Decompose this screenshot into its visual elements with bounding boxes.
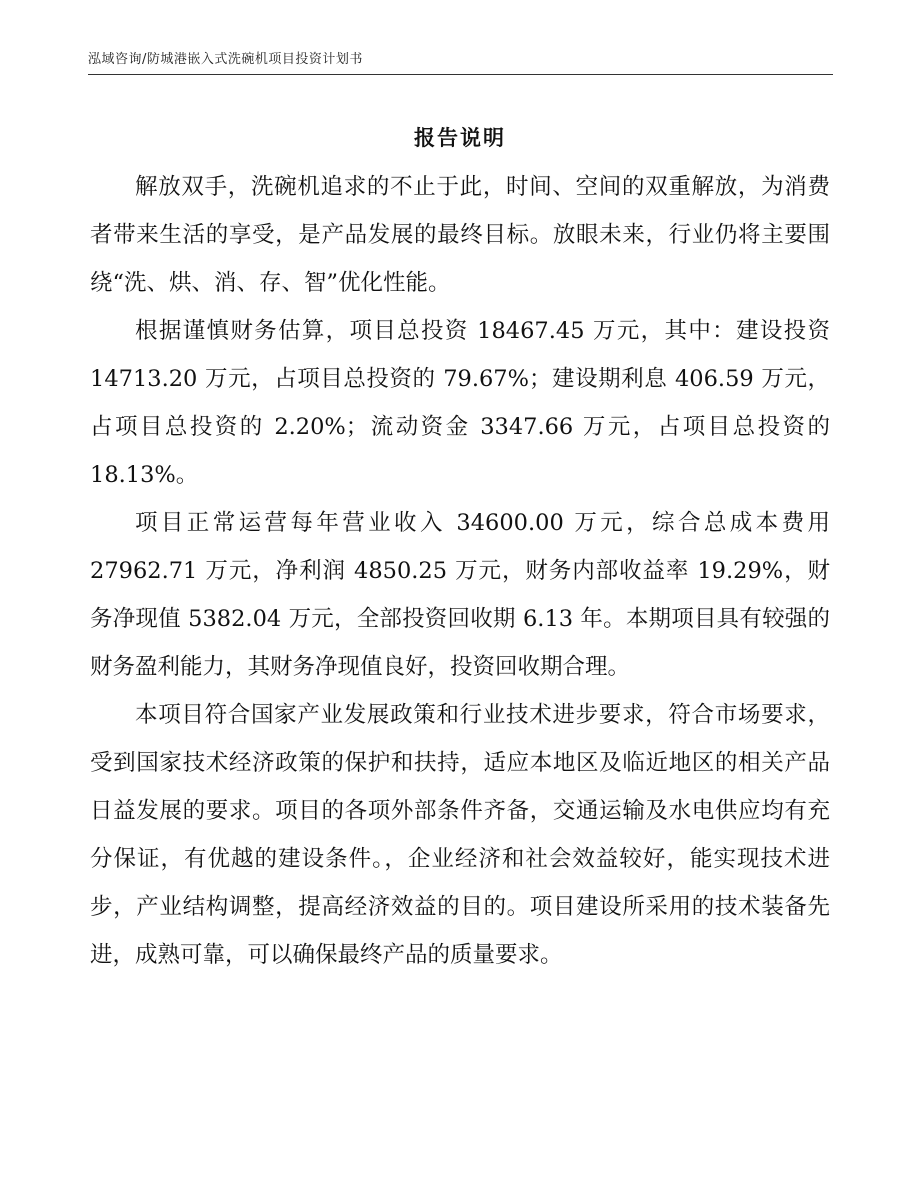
- section-title: 报告说明: [414, 126, 506, 150]
- running-header: 泓域咨询/防城港嵌入式洗碗机项目投资计划书: [88, 52, 363, 67]
- header-divider: [88, 74, 833, 75]
- paragraph: 本项目符合国家产业发展政策和行业技术进步要求，符合市场要求，受到国家技术经济政策的保护和扶持，适应本地区及临近地区的相关产品日益发展的要求。项目的各项外部条件齐备，交通运输及水电供应均有充分保证，有优越的建设条件。，企业经济和社会效益较好，能实现技术进步，产业结构调整，提高经济效益的目的。项目建设所采用的技术装备先进，成熟可靠，可以确保最终产品的质量要求。: [90, 702, 830, 968]
- paragraph: 项目正常运营每年营业收入 34600.00 万元，综合总成本费用 27962.71 万元，净利润 4850.25 万元，财务内部收益率 19.29%，财务净现值 5382.04 万元，全部投资回收期 6.13 年。本期项目具有较强的财务盈利能力，其财务净现值良好，投资回收期合理。: [90, 510, 830, 680]
- paragraph: 根据谨慎财务估算，项目总投资 18467.45 万元，其中：建设投资 14713.20 万元，占项目总投资的 79.67%；建设期利息 406.59 万元，占项目总投资的 2.20%；流动资金 3347.66 万元，占项目总投资的 18.13%。: [90, 318, 830, 488]
- paragraph: 解放双手，洗碗机追求的不止于此，时间、空间的双重解放，为消费者带来生活的享受，是产品发展的最终目标。放眼未来，行业仍将主要围绕“洗、烘、消、存、智”优化性能。: [90, 174, 830, 296]
- report-body: [90, 163, 830, 979]
